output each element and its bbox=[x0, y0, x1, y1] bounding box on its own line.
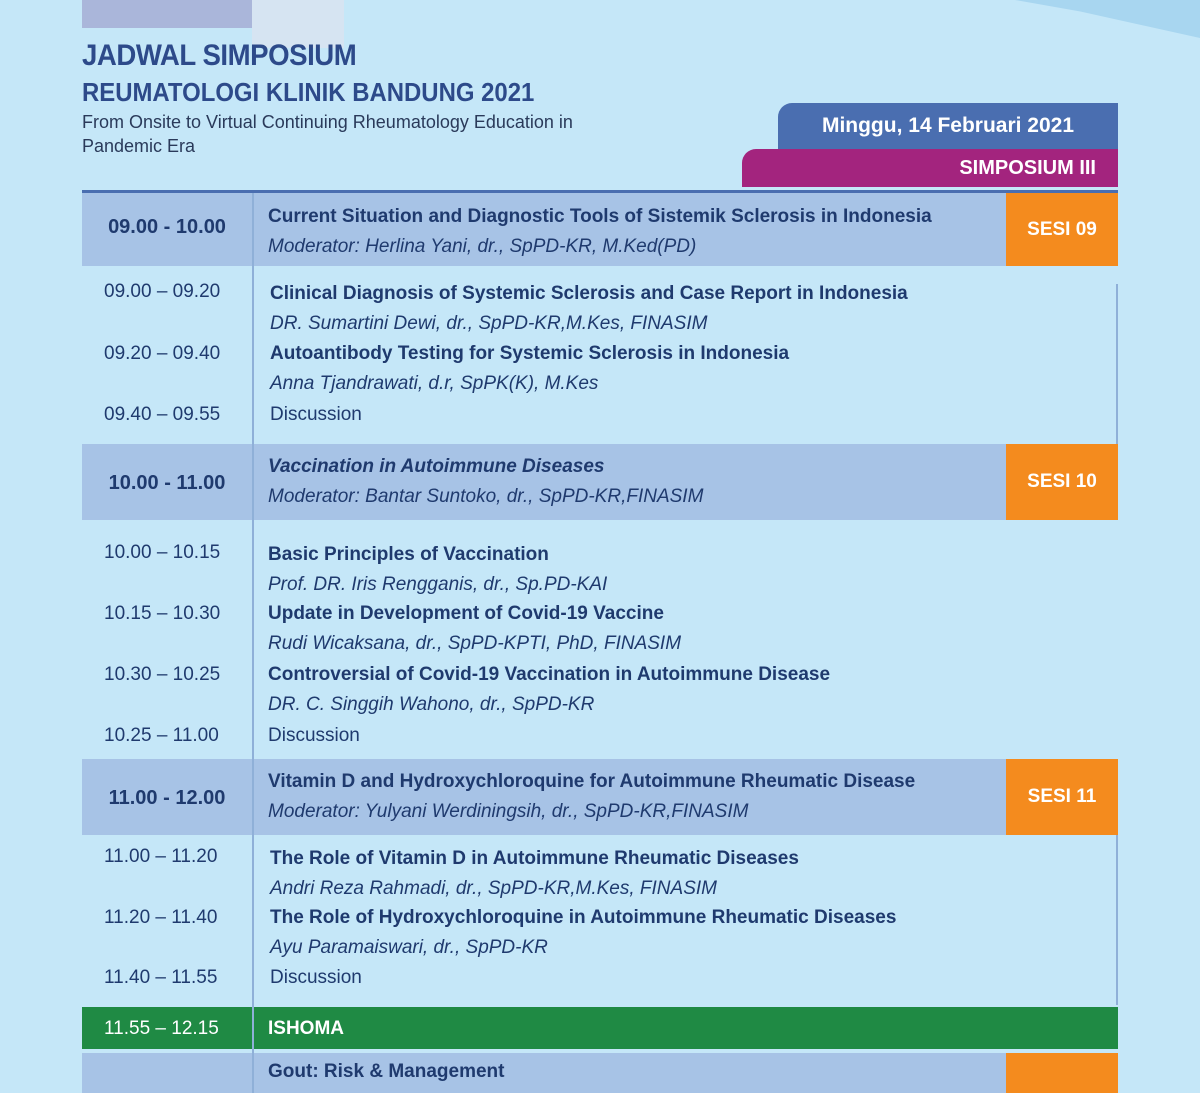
item-time: 10.15 – 10.30 bbox=[104, 603, 221, 624]
session-header-row bbox=[82, 193, 1118, 266]
item-speaker: DR. C. Singgih Wahono, dr., SpPD-KR bbox=[268, 694, 595, 715]
schedule-item bbox=[82, 664, 1118, 724]
item-title: Update in Development of Covid-19 Vaccine bbox=[268, 603, 664, 624]
item-time: 10.30 – 10.25 bbox=[104, 664, 221, 685]
break-label: ISHOMA bbox=[268, 1018, 344, 1039]
item-title: Clinical Diagnosis of Systemic Sclerosis and Case Report in Indonesia bbox=[270, 283, 908, 304]
session-badge: SESI 10 bbox=[1006, 444, 1118, 520]
schedule-item bbox=[82, 343, 1118, 403]
session-header-row bbox=[82, 444, 1118, 520]
item-title: Basic Principles of Vaccination bbox=[268, 544, 549, 565]
item-discussion: Discussion bbox=[268, 725, 360, 746]
schedule-item bbox=[82, 542, 1118, 602]
schedule-item bbox=[82, 603, 1118, 663]
item-time: 09.20 – 09.40 bbox=[104, 343, 221, 364]
session-title: Current Situation and Diagnostic Tools of Sistemik Sclerosis in Indonesia bbox=[268, 206, 932, 227]
page-title: JADWAL SIMPOSIUM bbox=[82, 39, 357, 72]
session-time: 09.00 - 10.00 bbox=[108, 216, 226, 238]
break-time: 11.55 – 12.15 bbox=[104, 1018, 219, 1039]
session-badge: SESI 09 bbox=[1006, 193, 1118, 266]
session-badge bbox=[1006, 1053, 1118, 1093]
item-speaker: Ayu Paramaiswari, dr., SpPD-KR bbox=[270, 937, 548, 958]
session-time: 10.00 - 11.00 bbox=[108, 472, 226, 494]
item-title: The Role of Hydroxychloroquine in Autoimmune Rheumatic Diseases bbox=[270, 907, 897, 928]
item-time: 09.00 – 09.20 bbox=[104, 281, 221, 302]
item-time: 11.00 – 11.20 bbox=[104, 846, 218, 867]
time-column-divider bbox=[252, 193, 254, 1093]
session-header-row bbox=[82, 759, 1118, 835]
schedule-item bbox=[82, 404, 1118, 434]
break-row bbox=[82, 1007, 1118, 1049]
item-discussion: Discussion bbox=[270, 404, 362, 425]
date-badge: Minggu, 14 Februari 2021 bbox=[778, 103, 1118, 149]
item-speaker: Rudi Wicaksana, dr., SpPD-KPTI, PhD, FINASIM bbox=[268, 633, 682, 654]
item-time: 10.25 – 11.00 bbox=[104, 725, 219, 746]
item-title: Controversial of Covid-19 Vaccination in Autoimmune Disease bbox=[268, 664, 831, 685]
schedule-item bbox=[82, 281, 1118, 341]
item-title: The Role of Vitamin D in Autoimmune Rheumatic Diseases bbox=[270, 848, 799, 869]
session-title: Gout: Risk & Management bbox=[268, 1061, 505, 1082]
header bbox=[82, 40, 642, 158]
schedule-item bbox=[82, 907, 1118, 967]
item-time: 10.00 – 10.15 bbox=[104, 542, 221, 563]
item-speaker: Prof. DR. Iris Rengganis, dr., Sp.PD-KAI bbox=[268, 574, 608, 595]
item-discussion: Discussion bbox=[270, 967, 362, 988]
schedule-item bbox=[82, 725, 1118, 755]
page-subtitle: REUMATOLOGI KLINIK BANDUNG 2021 bbox=[82, 77, 535, 107]
session-title: Vitamin D and Hydroxychloroquine for Autoimmune Rheumatic Disease bbox=[268, 771, 916, 792]
session-moderator: Moderator: Yulyani Werdiningsih, dr., SpPD-KR,FINASIM bbox=[268, 801, 749, 822]
item-time: 11.40 – 11.55 bbox=[104, 967, 218, 988]
symposium-badge: SIMPOSIUM III bbox=[742, 149, 1118, 187]
header-decoration-block bbox=[82, 0, 252, 28]
session-badge: SESI 11 bbox=[1006, 759, 1118, 835]
schedule-table bbox=[82, 193, 1118, 1093]
page-tagline: From Onsite to Virtual Continuing Rheumatology Education in Pandemic Era bbox=[82, 112, 573, 156]
session-header-row bbox=[82, 1053, 1118, 1093]
schedule-item bbox=[82, 846, 1118, 906]
item-speaker: Andri Reza Rahmadi, dr., SpPD-KR,M.Kes, FINASIM bbox=[270, 878, 717, 899]
session-title: Vaccination in Autoimmune Diseases bbox=[268, 456, 605, 477]
item-speaker: Anna Tjandrawati, d.r, SpPK(K), M.Kes bbox=[270, 373, 599, 394]
session-time: 11.00 - 12.00 bbox=[108, 787, 226, 809]
schedule-item bbox=[82, 967, 1118, 997]
item-title: Autoantibody Testing for Systemic Sclerosis in Indonesia bbox=[270, 343, 790, 364]
session-moderator: Moderator: Bantar Suntoko, dr., SpPD-KR,FINASIM bbox=[268, 486, 704, 507]
item-speaker: DR. Sumartini Dewi, dr., SpPD-KR,M.Kes, FINASIM bbox=[270, 313, 708, 334]
session-moderator: Moderator: Herlina Yani, dr., SpPD-KR, M.Ked(PD) bbox=[268, 236, 697, 257]
item-time: 09.40 – 09.55 bbox=[104, 404, 221, 425]
item-time: 11.20 – 11.40 bbox=[104, 907, 218, 928]
corner-decoration bbox=[1015, 0, 1200, 38]
